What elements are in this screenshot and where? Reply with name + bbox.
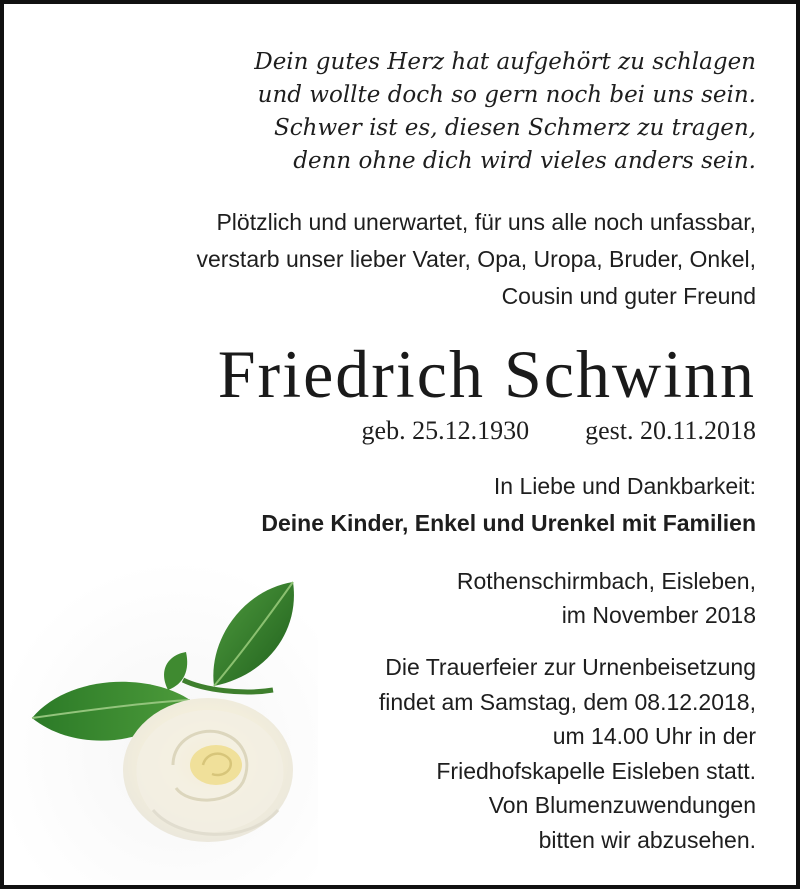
funeral-line: Die Trauerfeier zur Urnenbeisetzung [385,654,756,680]
intro-line: Cousin und guter Freund [501,283,756,309]
funeral-line: findet am Samstag, dem 08.12.2018, [378,688,756,715]
thanks-line: In Liebe und Dankbarkeit: [493,473,756,499]
funeral-line: Von Blumenzuwendungen [488,792,756,818]
intro-line: verstarb unser lieber Vater, Opa, Uropa, Bruder, Onkel, [196,246,756,272]
funeral-line: um 14.00 Uhr in der [552,723,756,749]
poem-line: Schwer ist es, diesen Schmerz zu tragen, [274,115,756,141]
place-line: im November 2018 [561,602,756,628]
deceased-name: Friedrich Schwinn [217,336,756,412]
life-dates [362,414,756,448]
poem-line: und wollte doch so gern noch bei uns sein. [257,82,756,108]
intro-line: Plötzlich und unerwartet, für uns alle noch unfassbar, [216,209,756,235]
death-date: gest. 20.11.2018 [585,416,756,445]
poem-line: Dein gutes Herz hat aufgehört zu schlagen [254,49,756,75]
white-rose-icon [8,560,318,880]
place-date [457,564,756,632]
birth-date: geb. 25.12.1930 [361,416,530,445]
funeral-info [379,650,756,857]
funeral-line: bitten wir abzusehen. [538,826,756,853]
intro-text [196,204,756,315]
place-line: Rothenschirmbach, Eisleben, [456,568,756,594]
funeral-line: Friedhofskapelle Eisleben statt. [436,757,756,784]
poem [254,46,756,178]
family-signature: Deine Kinder, Enkel und Urenkel mit Familien [261,510,756,536]
poem-line: denn ohne dich wird vieles anders sein. [293,148,756,174]
